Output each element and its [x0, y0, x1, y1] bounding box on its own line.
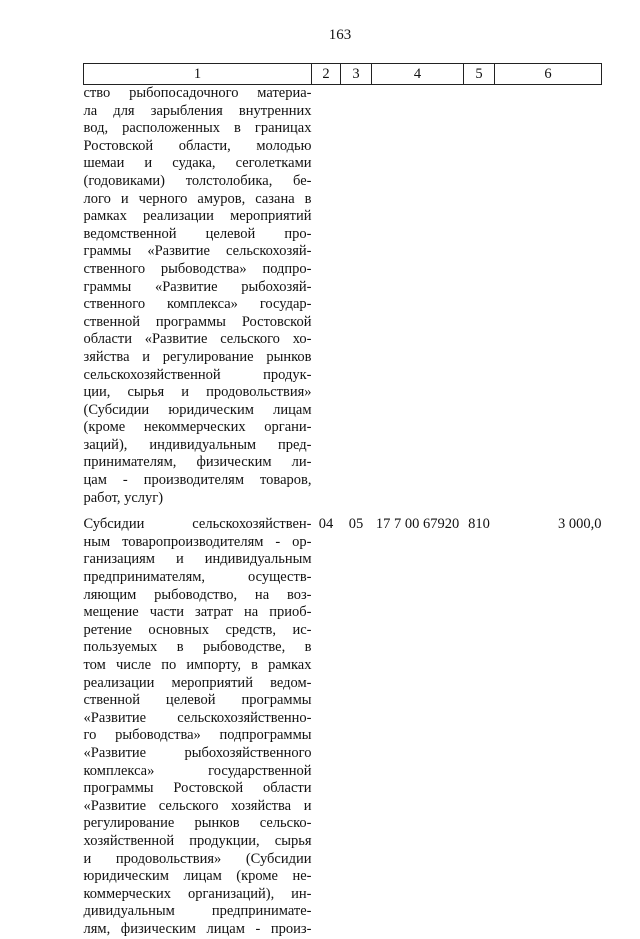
description-line: том числе по импорту, в рамках: [83, 657, 312, 673]
description-line: лям, физическим лицам - произ-: [83, 920, 312, 937]
row-col-2: 04: [318, 516, 334, 533]
header-col-5: 5: [464, 64, 495, 85]
description-line: ственной программы Ростовской: [83, 313, 312, 330]
description-line: «Развитие сельскохозяйственно-: [83, 709, 312, 726]
header-col-6: 6: [495, 64, 602, 85]
description-line: рамках реализации мероприятий: [83, 208, 312, 225]
page-number: 163: [328, 27, 352, 43]
description-line: «Развитие рыбохозяйственного: [83, 744, 312, 761]
description-line: (Субсидии юридическим лицам: [83, 401, 312, 418]
description-line: ла для зарыбления внутренних: [83, 102, 312, 119]
description-line: вод, расположенных в границах: [83, 120, 312, 137]
description-line: ственного рыбоводства» подпро-: [83, 260, 312, 277]
table-row: [84, 507, 602, 938]
description-line: «Развитие сельского хозяйства и: [83, 797, 312, 814]
row-col-6: 3 000,0: [558, 516, 602, 533]
description-line: го рыбоводства» подпрограммы: [83, 727, 312, 744]
description-line: ляющим рыбоводство, на воз-: [83, 586, 312, 603]
row-col-3: 05: [348, 516, 364, 533]
description-line: граммы «Развитие рыбохозяй-: [83, 278, 312, 295]
description-line: комплекса» государственной: [83, 762, 312, 779]
row-col-3: [341, 85, 372, 508]
table-row: [84, 85, 602, 508]
description-line: юридическим лицам (кроме не-: [83, 868, 312, 885]
description-line: области «Развитие сельского хо-: [83, 331, 312, 348]
header-col-1: 1: [84, 64, 312, 85]
description-line: реализации мероприятий ведом-: [83, 674, 312, 691]
description-line: сельскохозяйственной продук-: [83, 366, 312, 383]
description-line: ганизациям и индивидуальным: [83, 551, 312, 568]
description-line: ственного комплекса» государ-: [83, 296, 312, 313]
description-line: ретение основных средств, ис-: [83, 621, 312, 638]
description-line: шемаи и судака, сеголетками: [83, 155, 312, 172]
description-line: граммы «Развитие сельскохозяй-: [83, 243, 312, 260]
row-col-4: [372, 85, 464, 508]
description-line: ции, сырья и продовольствия»: [83, 384, 312, 401]
description-line: работ, услуг): [83, 489, 164, 506]
description-line: пользуемых в рыбоводстве, в: [83, 639, 312, 656]
row-col-5: 810: [468, 516, 490, 533]
description-line: мещение части затрат на приоб-: [83, 604, 312, 621]
row-description: [84, 85, 312, 508]
description-line: регулирование рынков сельско-: [83, 815, 312, 832]
description-line: лого и черного амуров, сазана в: [83, 190, 312, 207]
description-line: Ростовской области, молодью: [83, 137, 312, 154]
description-line: дивидуальным предпринимате-: [83, 903, 312, 920]
description-line: зяйства и регулирование рынков: [83, 348, 312, 365]
description-line: ным товаропроизводителям - ор-: [83, 533, 312, 550]
description-line: хозяйственной продукции, сырья: [83, 832, 312, 849]
header-col-2: 2: [312, 64, 341, 85]
description-line: коммерческих организаций), ин-: [83, 885, 312, 902]
header-col-4: 4: [372, 64, 464, 85]
row-col-4: 17 7 00 67920: [375, 516, 460, 533]
header-col-3: 3: [341, 64, 372, 85]
header-row: [84, 64, 602, 85]
description-line: заций), индивидуальным пред-: [83, 436, 312, 453]
row-description: [84, 507, 312, 938]
description-line: ство рыбопосадочного материа-: [83, 85, 312, 101]
description-line: принимателям, физическим ли-: [83, 454, 312, 471]
description-line: (годовиками) толстолобика, бе-: [83, 172, 312, 189]
description-line: Субсидии сельскохозяйствен-: [83, 516, 312, 533]
description-line: программы Ростовской области: [83, 780, 312, 797]
description-line: предпринимателям, осуществ-: [83, 569, 312, 586]
row-col-5: [464, 85, 495, 508]
row-col-2: [312, 85, 341, 508]
description-line: ведомственной целевой про-: [83, 225, 312, 242]
description-line: ственной целевой программы: [83, 692, 312, 709]
description-line: цам - производителям товаров,: [83, 472, 312, 489]
description-line: (кроме некоммерческих органи-: [83, 419, 312, 436]
budget-table: [83, 63, 602, 939]
row-col-6: [495, 85, 602, 508]
description-line: и продовольствия» (Субсидии: [83, 850, 312, 867]
